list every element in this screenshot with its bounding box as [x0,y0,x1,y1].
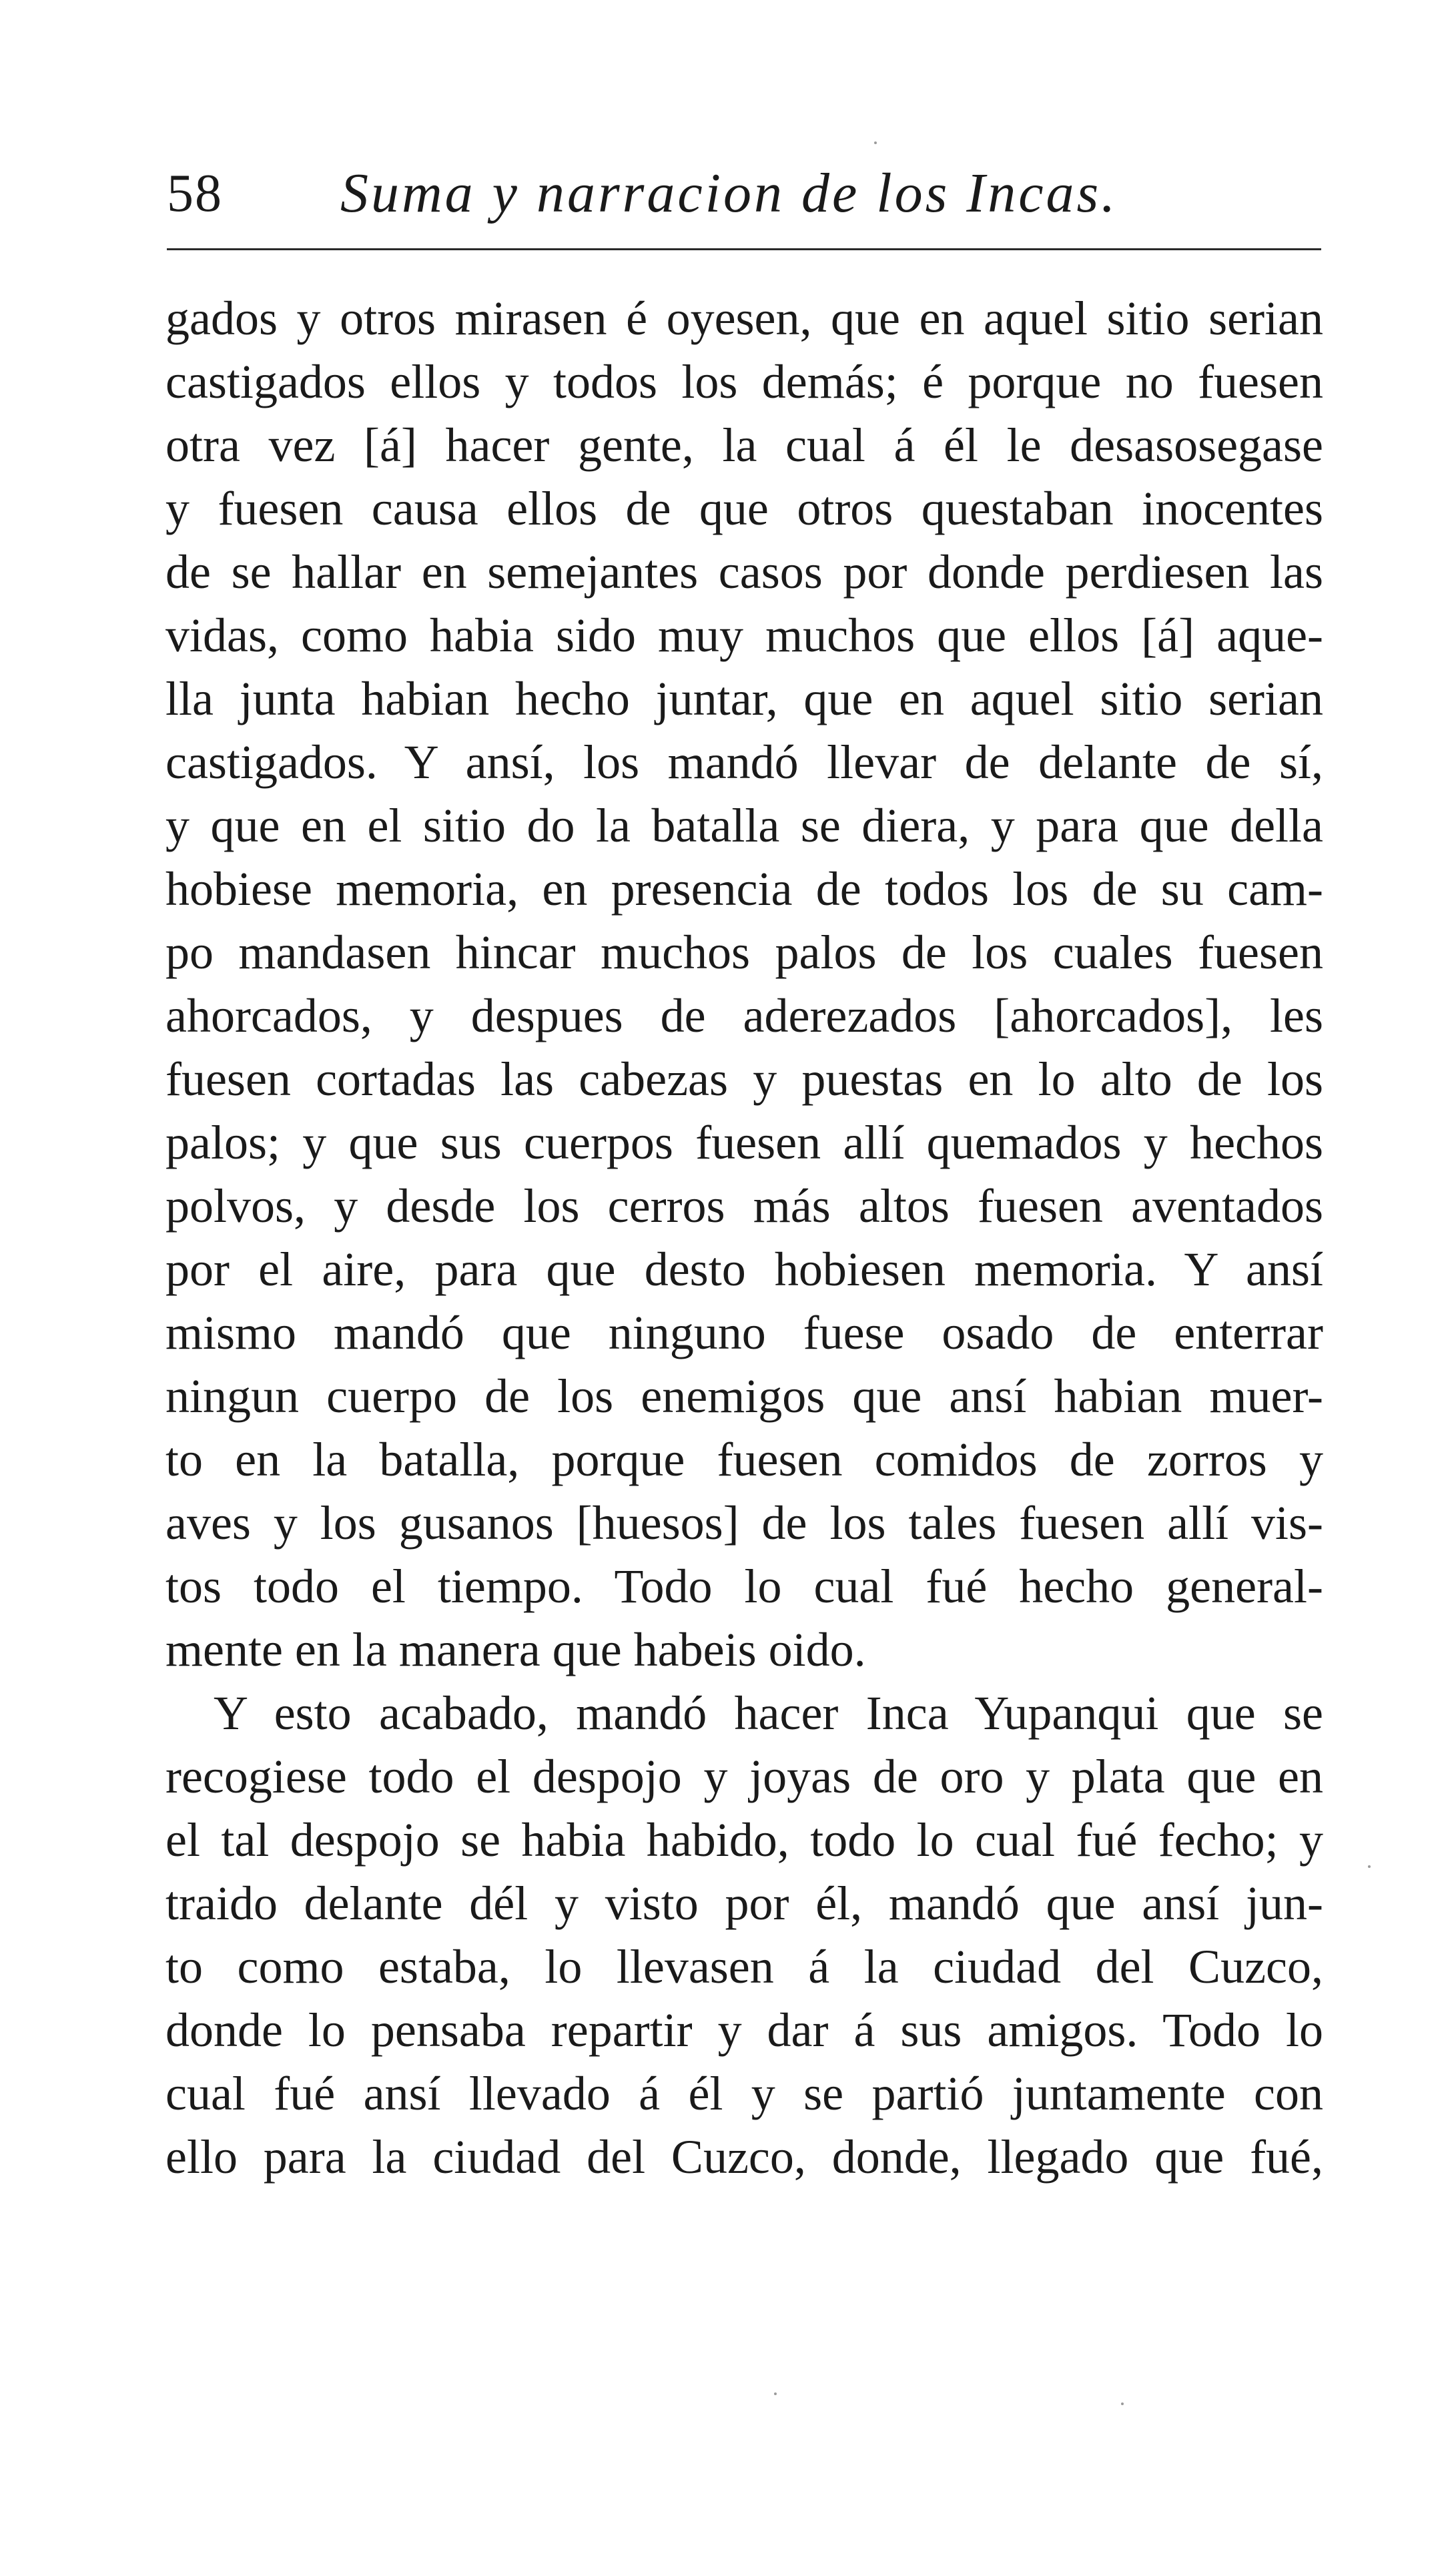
text-line: y que en el sitio do la batalla se diera, y para que della [165,799,1323,852]
paper-speck [1368,1865,1371,1868]
running-header [167,160,1321,240]
text-line: de se hallar en semejantes casos por donde perdiesen las [165,545,1323,599]
text-line: vidas, como habia sido muy muchos que ellos [á] aque- [165,609,1323,662]
text-line: y fuesen causa ellos de que otros questaban inocentes [165,482,1323,535]
page-number: 58 [167,164,223,223]
text-line: gados y otros mirasen é oyesen, que en aquel sitio serian [165,292,1323,345]
text-line: to como estaba, lo llevasen á la ciudad del Cuzco, [165,1940,1323,1993]
text-line: palos; y que sus cuerpos fuesen allí quemados y hechos [165,1116,1323,1169]
text-line: po mandasen hincar muchos palos de los cuales fuesen [165,926,1323,979]
paragraph-first-line: Y esto acabado, mandó hacer Inca Yupanqui que se [214,1686,1323,1740]
paper-speck [774,2392,777,2395]
running-title: Suma y narracion de los Incas. [340,162,1118,224]
text-line: aves y los gusanos [huesos] de los tales fuesen allí vis- [165,1496,1323,1550]
text-line: lla junta habian hecho juntar, que en aquel sitio serian [165,672,1323,725]
text-line: fuesen cortadas las cabezas y puestas en lo alto de los [165,1052,1323,1106]
text-line: ningun cuerpo de los enemigos que ansí habian muer- [165,1369,1323,1423]
text-line: polvos, y desde los cerros más altos fuesen aventados [165,1179,1323,1233]
text-line: donde lo pensaba repartir y dar á sus amigos. Todo lo [165,2003,1323,2057]
text-line: recogiese todo el despojo y joyas de oro y plata que en [165,1750,1323,1803]
text-line: cual fué ansí llevado á él y se partió juntamente con [165,2067,1323,2120]
header-rule [167,248,1321,250]
text-line: castigados ellos y todos los demás; é porque no fuesen [165,355,1323,408]
paragraph-last-line: mente en la manera que habeis oido. [165,1623,866,1676]
text-line: tos todo el tiempo. Todo lo cual fué hecho general- [165,1560,1323,1613]
text-line: mismo mandó que ninguno fuese osado de enterrar [165,1306,1323,1359]
text-line: el tal despojo se habia habido, todo lo cual fué fecho; y [165,1813,1323,1867]
text-line: por el aire, para que desto hobiesen memoria. Y ansí [165,1243,1323,1296]
text-line: ello para la ciudad del Cuzco, donde, llegado que fué, [165,2130,1323,2184]
paper-speck [1121,2402,1124,2405]
text-line: hobiese memoria, en presencia de todos los de su cam- [165,862,1323,916]
text-line: otra vez [á] hacer gente, la cual á él le desasosegase [165,418,1323,472]
body-text [165,287,1323,2189]
paper-speck [874,141,877,144]
text-line: castigados. Y ansí, los mandó llevar de delante de sí, [165,735,1323,789]
text-line: ahorcados, y despues de aderezados [ahorcados], les [165,989,1323,1042]
text-line: to en la batalla, porque fuesen comidos de zorros y [165,1433,1323,1486]
text-line: traido delante dél y visto por él, mandó que ansí jun- [165,1877,1323,1930]
